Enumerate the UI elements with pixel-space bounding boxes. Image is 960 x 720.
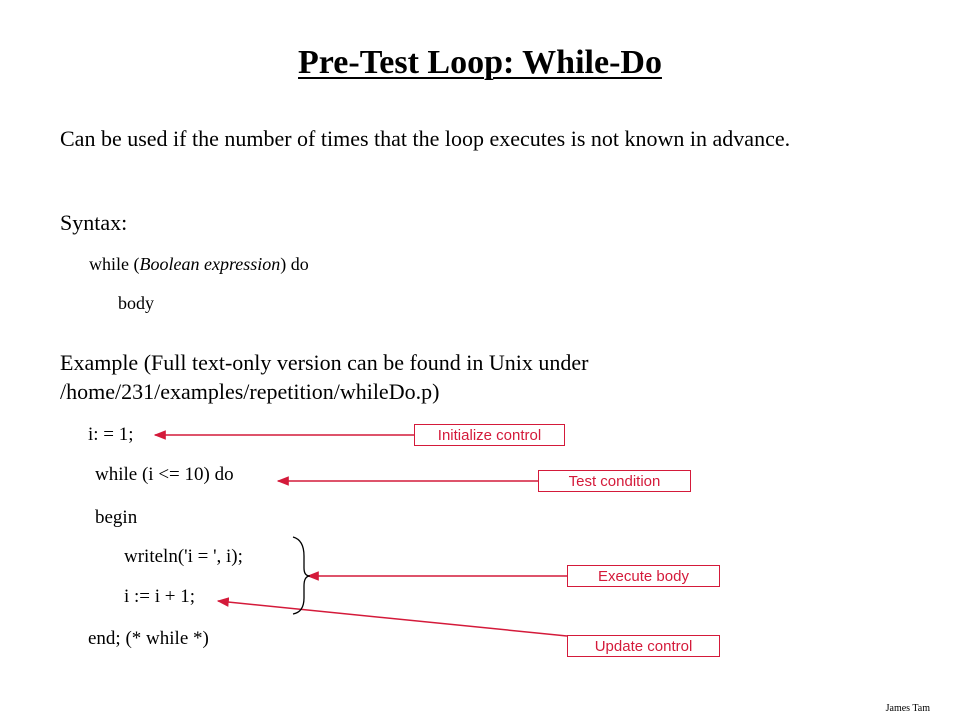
syntax-keyword-while: while ( (89, 254, 140, 274)
code-line-4: writeln('i = ', i); (124, 546, 243, 567)
example-text: Example (Full text-only version can be found in Unix under /home/231/examples/repetition/whileDo.p) (60, 350, 589, 404)
callout-test-condition: Test condition (538, 470, 691, 492)
syntax-keyword-do: ) do (280, 254, 309, 274)
code-line-2: while (i <= 10) do (95, 464, 234, 485)
slide-title: Pre-Test Loop: While-Do (298, 44, 662, 81)
syntax-label: Syntax: (60, 210, 128, 235)
author-footer: James Tam (885, 703, 930, 714)
callout-execute-body: Execute body (567, 565, 720, 587)
code-line-6: end; (* while *) (88, 628, 209, 649)
code-line-3: begin (95, 507, 138, 528)
arrow-update (218, 601, 567, 636)
code-line-1: i: = 1; (88, 424, 134, 445)
callout-initialize-control: Initialize control (414, 424, 565, 446)
callout-update-control: Update control (567, 635, 720, 657)
brace-body (293, 537, 310, 614)
syntax-line-2: body (118, 293, 154, 313)
intro-text: Can be used if the number of times that the loop executes is not known in advance. (60, 126, 791, 151)
syntax-expression: Boolean expression (139, 254, 281, 274)
code-line-5: i := i + 1; (124, 586, 196, 607)
